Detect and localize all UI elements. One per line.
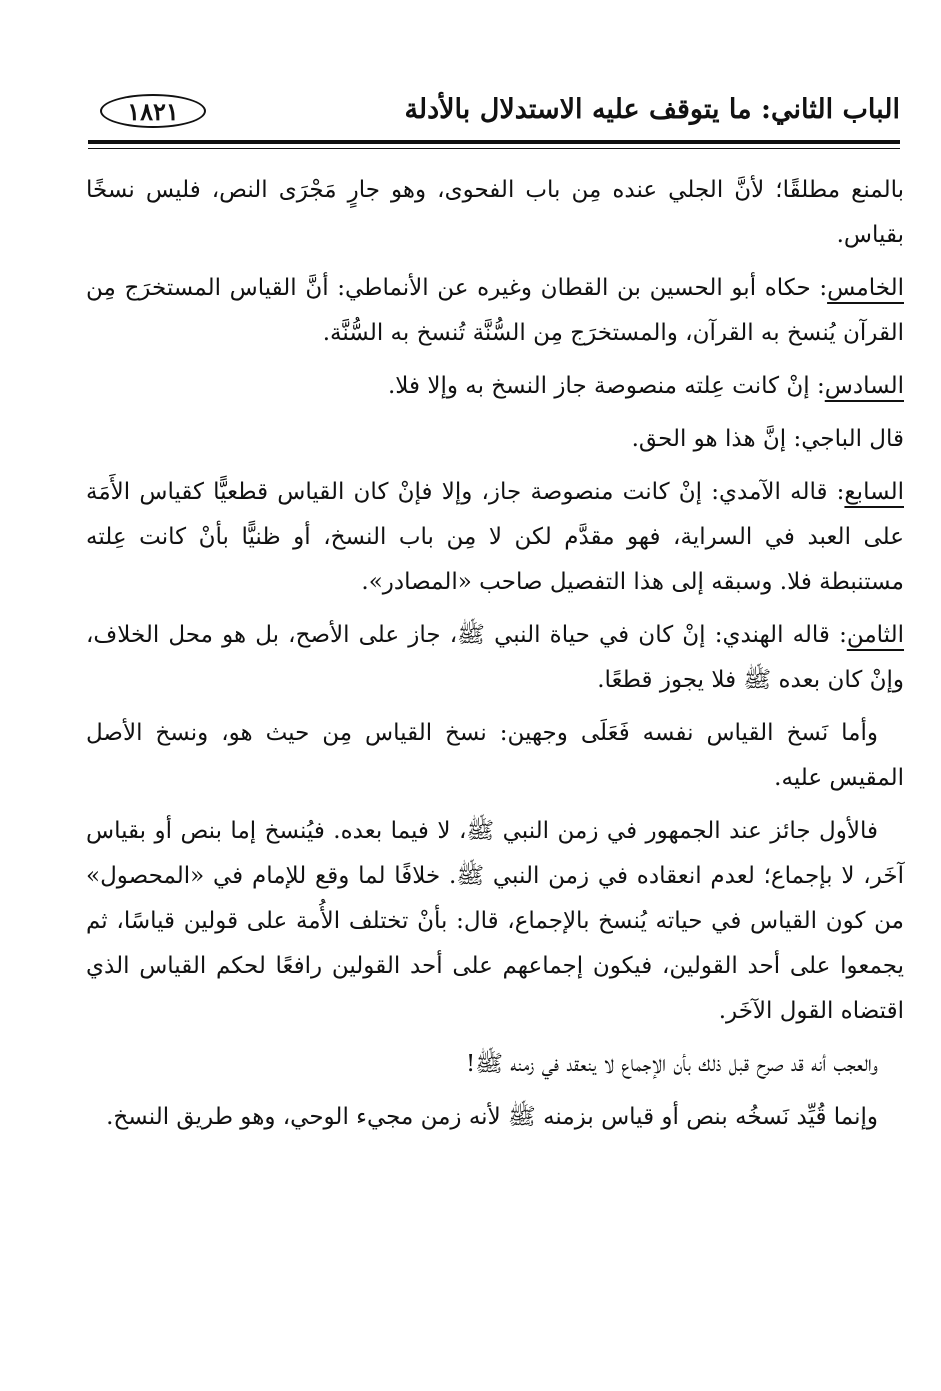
paragraph-abrogation xyxy=(86,711,904,801)
page-number: ١٨٢١ xyxy=(100,94,206,128)
paragraph-text: والعجب أنه قد صرح قبل ذلك بأن الإجماع لا ينعقد في زمنه ﷺ! xyxy=(465,1051,878,1077)
paragraph-text: : قاله الآمدي: إنْ كانت منصوصة جاز، وإلا فإنْ كان القياس قطعيًّا كقياس الأَمَة على العبد في السراية، فهو مقدَّم لكن لا مِن باب النسخ، أو ظنيًّا بأنْ كانت عِلته مستنبطة فلا. وسبقه إلى هذا التفصيل صاحب «المصادر». xyxy=(86,479,904,595)
paragraph-seventh xyxy=(86,470,904,605)
paragraph-text: وإنما قُيِّد نَسخُه بنص أو قياس بزمنه ﷺ لأنه زمن مجيء الوحي، وهو طريق النسخ. xyxy=(106,1104,878,1130)
paragraph-label: الخامس xyxy=(827,275,904,301)
page-header xyxy=(88,92,900,136)
chapter-title: الباب الثاني: ما يتوقف عليه الاستدلال بالأدلة xyxy=(404,94,900,125)
paragraph-text: وأما نَسخ القياس نفسه فَعَلَى وجهين: نسخ القياس مِن حيث هو، ونسخ الأصل المقيس عليه. xyxy=(86,720,904,791)
paragraph-baji xyxy=(86,417,904,462)
paragraph-text: بالمنع مطلقًا؛ لأنَّ الجلي عنده مِن باب الفحوى، وهو جارٍ مَجْرَى النص، فليس نسخًا بقياس. xyxy=(86,177,904,248)
body-text xyxy=(86,168,904,1148)
header-rule-thin xyxy=(88,148,900,149)
paragraph-text: : حكاه أبو الحسين بن القطان وغيره عن الأنماطي: أنَّ القياس المستخرَج مِن القرآن يُنسخ به القرآن، والمستخرَج مِن السُّنَّة تُنسخ به السُّنَّة. xyxy=(86,275,904,346)
paragraph-label: السادس xyxy=(824,373,904,399)
paragraph-label: السابع xyxy=(844,479,904,505)
paragraph-first-kind xyxy=(86,809,904,1034)
paragraph-text: فالأول جائز عند الجمهور في زمن النبي ﷺ، لا فيما بعده. فيُنسخ إما بنص أو بقياس آخَر، لا بإجماع؛ لعدم انعقاده في زمن النبي ﷺ. خلافًا لما وقع للإمام في «المحصول» من كون القياس في حياته يُنسخ بالإجماع، قال: بأنْ تختلف الأُمة على قولين قياسًا، ثم يجمعوا على أحد القولين، فيكون إجماعهم على أحد القولين رافعًا لحكم القياس الذي اقتضاه القول الآخَر. xyxy=(86,818,904,1024)
paragraph-label: الثامن xyxy=(846,622,905,648)
paragraph-text: : إنْ كانت عِلته منصوصة جاز النسخ به وإلا فلا. xyxy=(388,373,825,399)
paragraph-restriction xyxy=(86,1095,904,1140)
paragraph-eighth xyxy=(86,613,904,703)
paragraph-wonder xyxy=(86,1042,904,1087)
paragraph-fifth xyxy=(86,266,904,356)
paragraph-sixth xyxy=(86,364,904,409)
paragraph-text: قال الباجي: إنَّ هذا هو الحق. xyxy=(631,426,904,452)
header-rule-thick xyxy=(88,140,900,144)
paragraph-text: : قاله الهندي: إنْ كان في حياة النبي ﷺ، جاز على الأصح، بل هو محل الخلاف، وإنْ كان بعده ﷺ فلا يجوز قطعًا. xyxy=(86,622,904,693)
paragraph-1 xyxy=(86,168,904,258)
